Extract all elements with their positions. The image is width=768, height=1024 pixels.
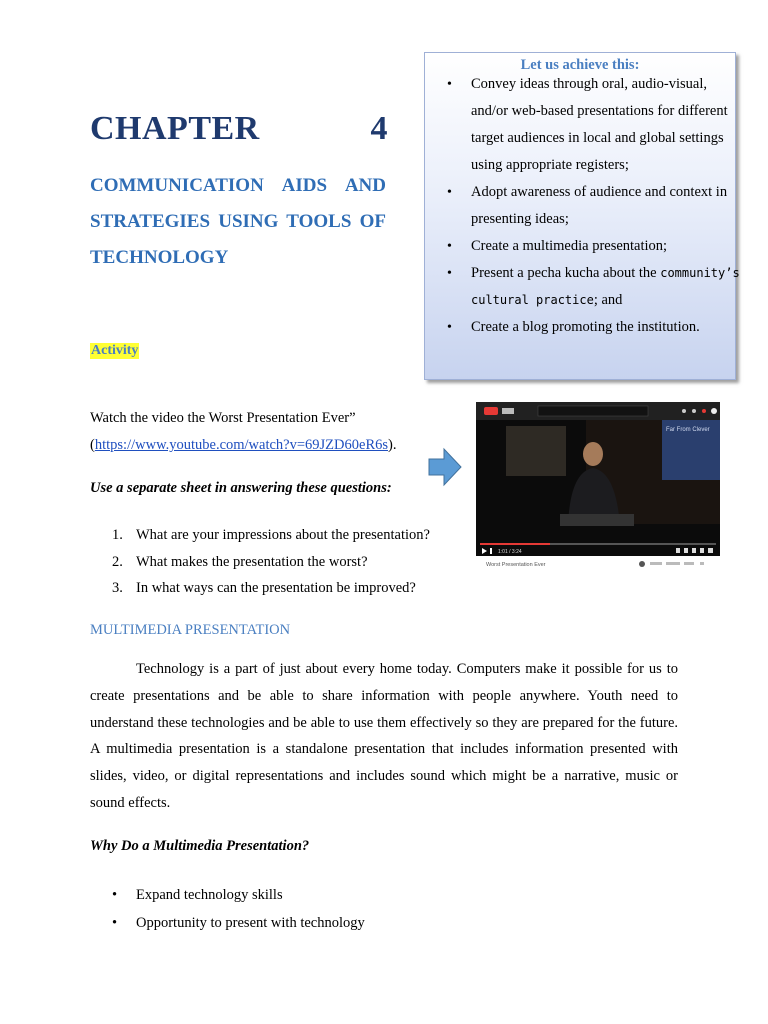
question-text: What makes the presentation the worst? — [136, 553, 368, 570]
objective-pecha-text-2: community’s cultural practice — [471, 266, 740, 307]
question-item — [112, 522, 430, 549]
video-thumbnail[interactable] — [476, 402, 720, 572]
chapter-subtitle: COMMUNICATION AIDS AND STRATEGIES USING TOOLS OF TECHNOLOGY — [90, 175, 386, 268]
video-time: 1:01 / 3:24 — [498, 549, 522, 555]
objective-item: • Create a blog promoting the institution. — [425, 314, 741, 341]
video-link[interactable]: https://www.youtube.com/watch?v=69JZD60eR6s — [94, 437, 389, 453]
video-caption: Worst Presentation Ever — [486, 562, 546, 568]
chapter-word: CHAPTER — [90, 110, 260, 147]
objectives-box — [424, 52, 740, 380]
reason-item: • Expand technology skills — [90, 881, 365, 909]
close-paren: ). — [388, 437, 397, 453]
paragraph-text: Technology is a part of just about every home today. Computers make it possible for us to create presentations and be able to share information with people anywhere. Youth need to understand these technologies and be able to use them effectively so they are prepared for the future. A multimedia presentation is a standalone presentation that includes information presented with slides, video, or digital representations and includes sound which might be a narrative, music or sound effects. — [90, 661, 678, 811]
objective-item: • Convey ideas through oral, audio-visual, and/or web-based presentations for different target audiences in local and global settings using appropriate registers; — [425, 71, 741, 179]
chapter-number: 4 — [370, 110, 388, 147]
questions-list — [112, 522, 430, 602]
reason-item: • Opportunity to present with technology — [90, 909, 365, 937]
open-paren: ( — [90, 437, 95, 453]
objective-item: • Create a multimedia presentation; — [425, 233, 741, 260]
question-item — [112, 549, 430, 576]
watch-text: Watch the video the Worst Presentation Ever” — [90, 410, 356, 426]
objective-item — [425, 260, 741, 314]
objective-pecha-text-3: ; and — [593, 292, 623, 308]
objectives-list — [425, 71, 741, 341]
chapter-heading — [90, 110, 388, 148]
question-number: 2. — [112, 553, 123, 570]
body-paragraph — [90, 656, 678, 817]
objective-pecha-text: Present a pecha kucha about the — [471, 265, 657, 281]
instruction-text: Use a separate sheet in answering these questions: — [90, 480, 392, 496]
question-text: What are your impressions about the presentation? — [136, 527, 430, 543]
video-overlay-text: Far From Clever — [666, 427, 710, 433]
watch-instruction — [90, 405, 420, 459]
activity-label: Activity — [91, 343, 139, 358]
reasons-list — [90, 881, 365, 937]
section-heading: MULTIMEDIA PRESENTATION — [90, 622, 291, 638]
objectives-title: Let us achieve this: — [520, 57, 640, 73]
question-number: 1. — [112, 527, 123, 543]
question-item — [112, 575, 430, 602]
question-number: 3. — [112, 580, 123, 596]
video-player-image — [476, 402, 720, 572]
why-heading: Why Do a Multimedia Presentation? — [90, 838, 310, 854]
question-text: In what ways can the presentation be improved? — [136, 580, 416, 596]
right-arrow-icon — [428, 447, 462, 487]
objective-item: • Adopt awareness of audience and context in presenting ideas; — [425, 179, 741, 233]
